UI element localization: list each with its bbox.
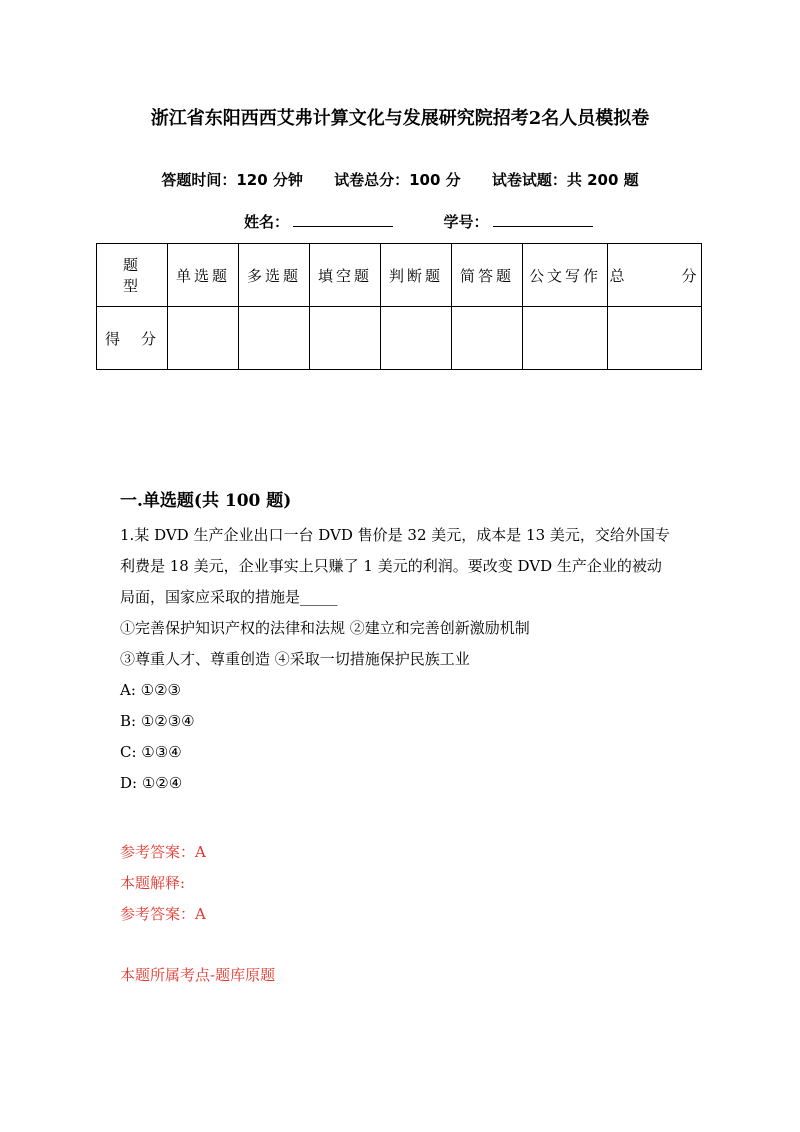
- score-input-cell[interactable]: [523, 307, 608, 370]
- student-id-label: 学号：: [443, 213, 489, 231]
- name-field[interactable]: [293, 212, 393, 227]
- option-b[interactable]: B: ①②③④: [120, 712, 195, 730]
- option-d[interactable]: D: ①②④: [120, 774, 183, 792]
- question-stem-line: 1.某 DVD 生产企业出口一台 DVD 售价是 32 美元，成本是 13 美元，交给外国专: [120, 526, 670, 544]
- score-table-header-row: [97, 244, 702, 307]
- reference-answer-repeat: 参考答案：A: [120, 905, 206, 923]
- student-id-field[interactable]: [493, 212, 593, 227]
- score-table-cell: 题 型: [97, 244, 168, 307]
- score-table-score-row: [97, 307, 702, 370]
- question-stem-line: 利费是 18 美元，企业事实上只赚了 1 美元的利润。要改变 DVD 生产企业的被动: [120, 557, 662, 575]
- exam-duration: 答题时间：120 分钟: [161, 171, 303, 189]
- name-label: 姓名：: [244, 213, 290, 231]
- score-input-cell[interactable]: [381, 307, 452, 370]
- score-table-cell: 判断题: [381, 244, 452, 307]
- option-a[interactable]: A: ①②③: [120, 681, 181, 699]
- score-table-cell: 公文写作: [523, 244, 608, 307]
- score-input-cell[interactable]: [310, 307, 381, 370]
- question-stem: [120, 520, 695, 799]
- exam-total-score: 试卷总分：100 分: [334, 171, 461, 189]
- score-input-cell[interactable]: [168, 307, 239, 370]
- question-item-line: ①完善保护知识产权的法律和法规 ②建立和完善创新激励机制: [120, 619, 530, 637]
- score-input-cell[interactable]: [452, 307, 523, 370]
- score-table-cell: 多选题: [239, 244, 310, 307]
- exam-title: 浙江省东阳西西艾弗计算文化与发展研究院招考2名人员模拟卷: [150, 108, 650, 129]
- section-title: 一.单选题(共 100 题): [120, 491, 292, 511]
- question-stem-line: 局面，国家应采取的措施是_____: [120, 588, 338, 606]
- reference-answer: 参考答案：A: [120, 843, 206, 861]
- score-table-cell: 简答题: [452, 244, 523, 307]
- exam-meta: [0, 169, 800, 190]
- score-table-cell: 单选题: [168, 244, 239, 307]
- topic-note: 本题所属考点-题库原题: [120, 966, 276, 984]
- question-item-line: ③尊重人才、尊重创造 ④采取一切措施保护民族工业: [120, 650, 470, 668]
- score-input-cell[interactable]: [239, 307, 310, 370]
- option-c[interactable]: C: ①③④: [120, 743, 182, 761]
- score-table-cell: 得 分: [97, 307, 168, 370]
- explanation-label: 本题解释:: [120, 874, 186, 892]
- score-table: [96, 243, 702, 370]
- score-input-cell[interactable]: [608, 307, 702, 370]
- score-table-cell: 填空题: [310, 244, 381, 307]
- score-table-cell: 总 分: [608, 244, 702, 307]
- exam-question-count: 试卷试题：共 200 题: [491, 171, 639, 189]
- student-ident: [244, 211, 593, 232]
